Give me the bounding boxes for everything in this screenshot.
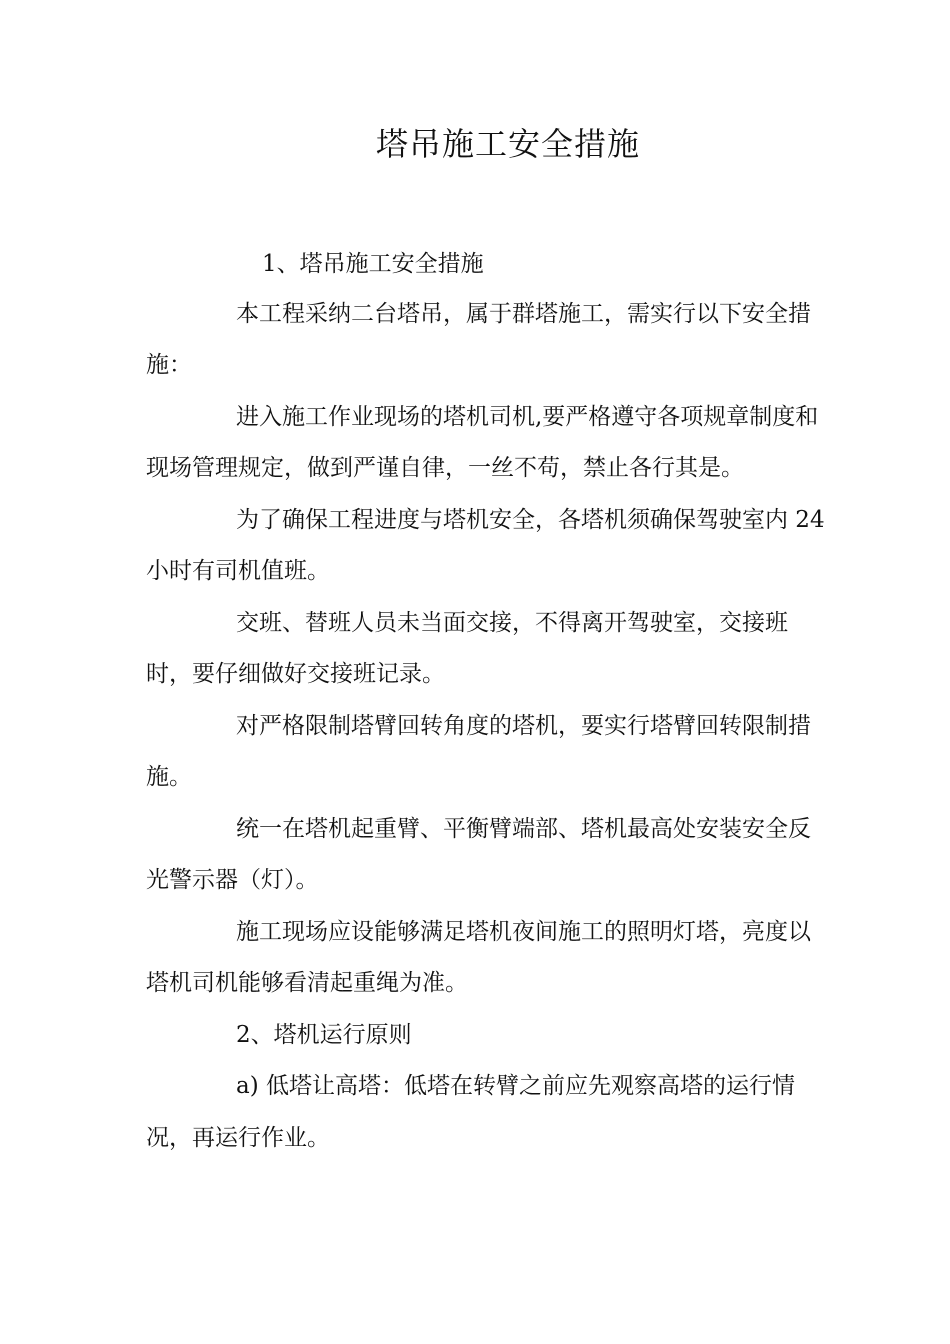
paragraph-line: 交班、替班人员未当面交接，不得离开驾驶室，交接班 (236, 610, 788, 636)
paragraph-line: 小时有司机值班。 (146, 558, 330, 584)
paragraph-line: a) 低塔让高塔：低塔在转臂之前应先观察高塔的运行情 (236, 1073, 795, 1099)
paragraph-line: 施工现场应设能够满足塔机夜间施工的照明灯塔，亮度以 (236, 919, 811, 945)
paragraph-line: 对严格限制塔臂回转角度的塔机，要实行塔臂回转限制措 (236, 713, 811, 739)
paragraph-line: 本工程采纳二台塔吊，属于群塔施工，需实行以下安全措 (236, 301, 811, 327)
section-heading-2: 2、塔机运行原则 (236, 1022, 412, 1048)
paragraph-line: 施。 (146, 764, 192, 790)
document-title: 塔吊施工安全措施 (375, 125, 640, 163)
paragraph-line: 进入施工作业现场的塔机司机,要严格遵守各项规章制度和 (236, 404, 819, 430)
paragraph-line: 现场管理规定，做到严谨自律，一丝不苟，禁止各行其是。 (146, 455, 744, 481)
section-heading-1: 1、塔吊施工安全措施 (262, 251, 484, 277)
paragraph-line: 光警示器（灯）。 (146, 867, 319, 893)
paragraph-line: 为了确保工程进度与塔机安全，各塔机须确保驾驶室内 24 (236, 507, 825, 533)
paragraph-line: 施： (146, 352, 192, 378)
paragraph-line: 况，再运行作业。 (146, 1125, 330, 1151)
paragraph-line: 时，要仔细做好交接班记录。 (146, 661, 445, 687)
paragraph-line: 统一在塔机起重臂、平衡臂端部、塔机最高处安装安全反 (236, 816, 811, 842)
paragraph-line: 塔机司机能够看清起重绳为准。 (146, 970, 468, 996)
